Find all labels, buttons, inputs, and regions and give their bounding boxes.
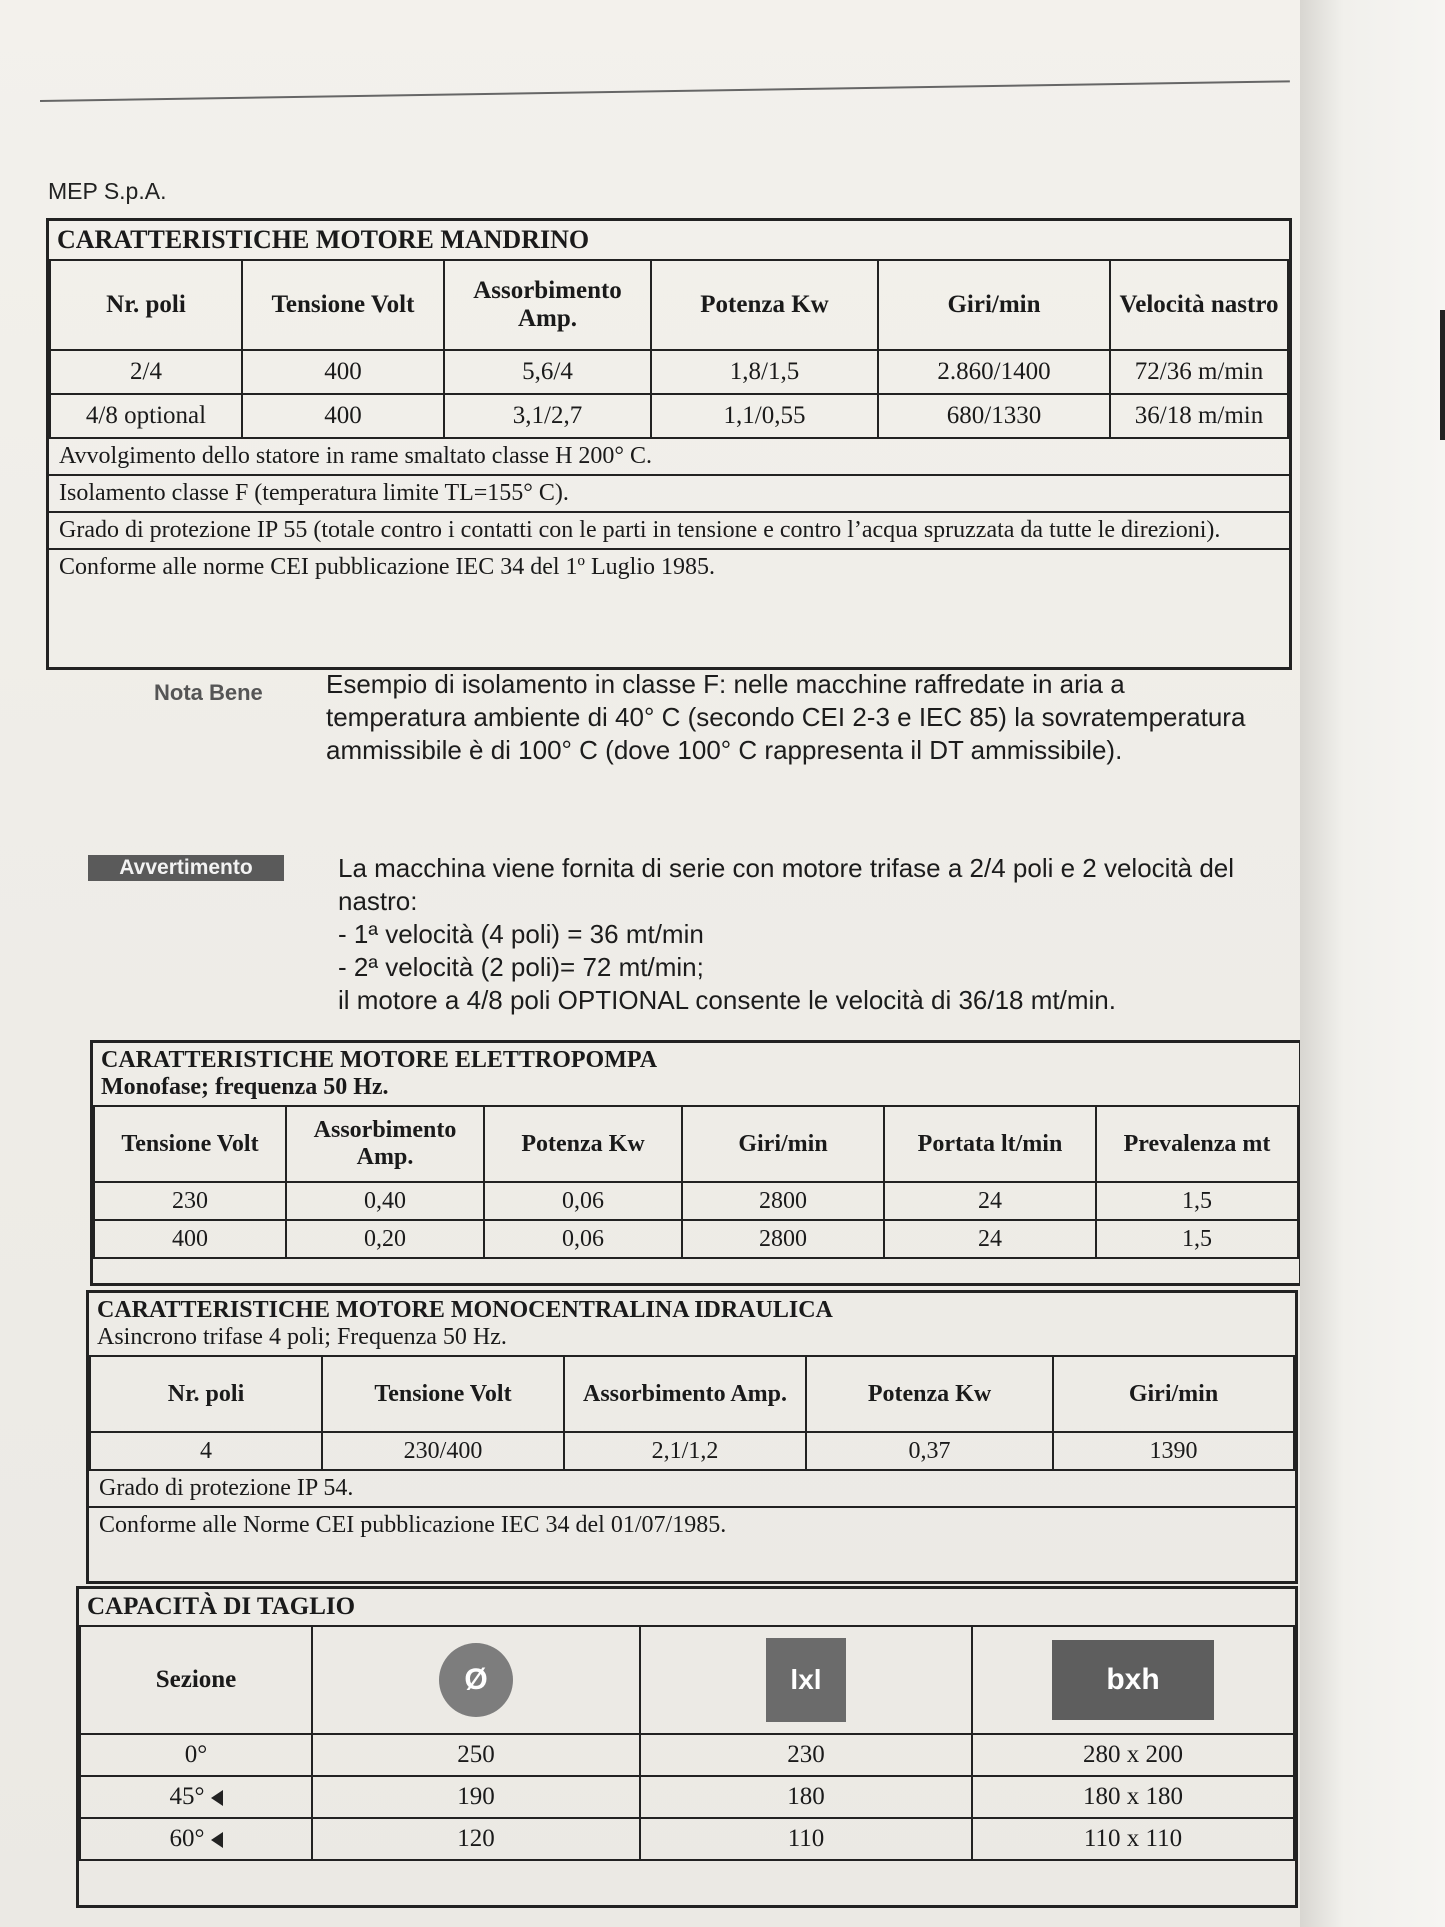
avvertimento-line: - 2ª velocità (2 poli)= 72 mt/min; [338, 952, 704, 982]
table-cell: 180 x 180 [972, 1776, 1294, 1818]
avvertimento-line: La macchina viene fornita di serie con motore trifase a 2/4 poli e 2 velocità del nastro: [338, 853, 1235, 916]
monocentralina-header: Nr. poli [90, 1356, 322, 1432]
table-cell: 2.860/1400 [878, 350, 1110, 394]
elettropompa-title: CARATTERISTICHE MOTORE ELETTROPOMPA [101, 1047, 658, 1073]
monocentralina-header: Giri/min [1053, 1356, 1294, 1432]
nota-bene-label: Nota Bene [154, 680, 263, 705]
table-cell: 0,40 [286, 1182, 484, 1220]
diameter-header [312, 1626, 640, 1734]
table-cell: 1,1/0,55 [651, 394, 878, 438]
angle-label: 60° [169, 1825, 205, 1852]
mandrino-header: Velocità nastro [1110, 260, 1288, 350]
table-cell: 2/4 [50, 350, 242, 394]
header-rule [40, 80, 1291, 172]
table-cell: 1,8/1,5 [651, 350, 878, 394]
capacita-header-sezione: Sezione [80, 1626, 312, 1734]
table-cell: 250 [312, 1734, 640, 1776]
elettropompa-header: Giri/min [682, 1106, 884, 1182]
table-cell: 2800 [682, 1220, 884, 1258]
table-cell: 0,06 [484, 1182, 682, 1220]
table-cell: 120 [312, 1818, 640, 1860]
rectangle-header [972, 1626, 1294, 1734]
angle-cell [80, 1818, 312, 1860]
monocentralina-note: Conforme alle Norme CEI pubblicazione IEC 34 del 01/07/1985. [89, 1506, 1295, 1543]
table-cell: 24 [884, 1182, 1096, 1220]
elettropompa-subtitle: Monofase; frequenza 50 Hz. [101, 1074, 389, 1100]
mandrino-title: CARATTERISTICHE MOTORE MANDRINO [57, 225, 590, 254]
table-cell: 72/36 m/min [1110, 350, 1288, 394]
table-cell: 1390 [1053, 1432, 1294, 1470]
mandrino-note: Avvolgimento dello statore in rame smaltato classe H 200° C. [59, 443, 653, 469]
mandrino-header: Assorbimento Amp. [444, 260, 651, 350]
company-name: MEP S.p.A. [48, 178, 167, 204]
mandrino-note: Grado di protezione IP 55 (totale contro i contatti con le parti in tensione e contro l’acqua spruzzata da tutte le direzioni). [49, 511, 1289, 548]
mandrino-header: Potenza Kw [651, 260, 878, 350]
monocentralina-note: Grado di protezione IP 54. [99, 1475, 354, 1501]
table-cell: 1,5 [1096, 1220, 1298, 1258]
arrow-left-icon [211, 1832, 223, 1848]
monocentralina-title: CARATTERISTICHE MOTORE MONOCENTRALINA IDRAULICA [97, 1297, 833, 1323]
table-cell: 400 [242, 394, 444, 438]
table-cell: 24 [884, 1220, 1096, 1258]
elettropompa-header: Portata lt/min [884, 1106, 1096, 1182]
avvertimento-text [338, 852, 1288, 1017]
diameter-icon: Ø [439, 1643, 513, 1717]
table-cell: 230/400 [322, 1432, 564, 1470]
monocentralina-subtitle: Asincrono trifase 4 poli; Frequenza 50 Hz. [97, 1324, 507, 1350]
capacita-table [76, 1586, 1298, 1908]
table-cell: 400 [242, 350, 444, 394]
mandrino-header: Nr. poli [50, 260, 242, 350]
table-cell: 0° [80, 1734, 312, 1776]
table-cell: 230 [640, 1734, 972, 1776]
arrow-left-icon [211, 1790, 223, 1806]
table-cell: 0,37 [806, 1432, 1053, 1470]
page-edge-mark [1440, 310, 1445, 440]
table-cell: 180 [640, 1776, 972, 1818]
table-cell: 110 [640, 1818, 972, 1860]
mandrino-header: Giri/min [878, 260, 1110, 350]
table-cell: 36/18 m/min [1110, 394, 1288, 438]
monocentralina-header: Potenza Kw [806, 1356, 1053, 1432]
monocentralina-header: Tensione Volt [322, 1356, 564, 1432]
avvertimento-line: il motore a 4/8 poli OPTIONAL consente le velocità di 36/18 mt/min. [338, 985, 1116, 1015]
capacita-title: CAPACITÀ DI TAGLIO [87, 1593, 356, 1620]
elettropompa-header: Tensione Volt [94, 1106, 286, 1182]
table-cell: 4/8 optional [50, 394, 242, 438]
table-cell: 0,06 [484, 1220, 682, 1258]
table-cell: 280 x 200 [972, 1734, 1294, 1776]
square-section-icon: lxl [766, 1638, 846, 1722]
table-cell: 680/1330 [878, 394, 1110, 438]
square-header [640, 1626, 972, 1734]
mandrino-note: Isolamento classe F (temperatura limite TL=155° C). [49, 474, 1289, 511]
table-cell: 400 [94, 1220, 286, 1258]
adjacent-page-edge [1300, 0, 1445, 1927]
avvertimento-line: - 1ª velocità (4 poli) = 36 mt/min [338, 919, 704, 949]
monocentralina-table [86, 1290, 1298, 1584]
elettropompa-table [90, 1040, 1302, 1286]
elettropompa-header: Assorbimento Amp. [286, 1106, 484, 1182]
mandrino-header: Tensione Volt [242, 260, 444, 350]
angle-label: 45° [169, 1783, 205, 1810]
table-cell: 110 x 110 [972, 1818, 1294, 1860]
table-cell: 190 [312, 1776, 640, 1818]
elettropompa-header: Prevalenza mt [1096, 1106, 1298, 1182]
table-cell: 5,6/4 [444, 350, 651, 394]
angle-cell [80, 1776, 312, 1818]
table-cell: 1,5 [1096, 1182, 1298, 1220]
mandrino-table [46, 218, 1292, 670]
monocentralina-header: Assorbimento Amp. [564, 1356, 806, 1432]
rectangle-section-icon: bxh [1052, 1640, 1214, 1720]
table-cell: 0,20 [286, 1220, 484, 1258]
table-cell: 3,1/2,7 [444, 394, 651, 438]
nota-bene-text: Esempio di isolamento in classe F: nelle macchine raffredate in aria a temperatura ambiente di 40° C (secondo CEI 2-3 e IEC 85) la sovratemperatura ammissibile è di 100° C (dove 100° C rappresenta il DT ammissibile). [326, 669, 1246, 765]
mandrino-note: Conforme alle norme CEI pubblicazione IEC 34 del 1º Luglio 1985. [49, 548, 1289, 585]
avvertimento-label: Avvertimento [88, 855, 284, 881]
table-cell: 2800 [682, 1182, 884, 1220]
table-cell: 2,1/1,2 [564, 1432, 806, 1470]
elettropompa-header: Potenza Kw [484, 1106, 682, 1182]
table-cell: 4 [90, 1432, 322, 1470]
table-cell: 230 [94, 1182, 286, 1220]
